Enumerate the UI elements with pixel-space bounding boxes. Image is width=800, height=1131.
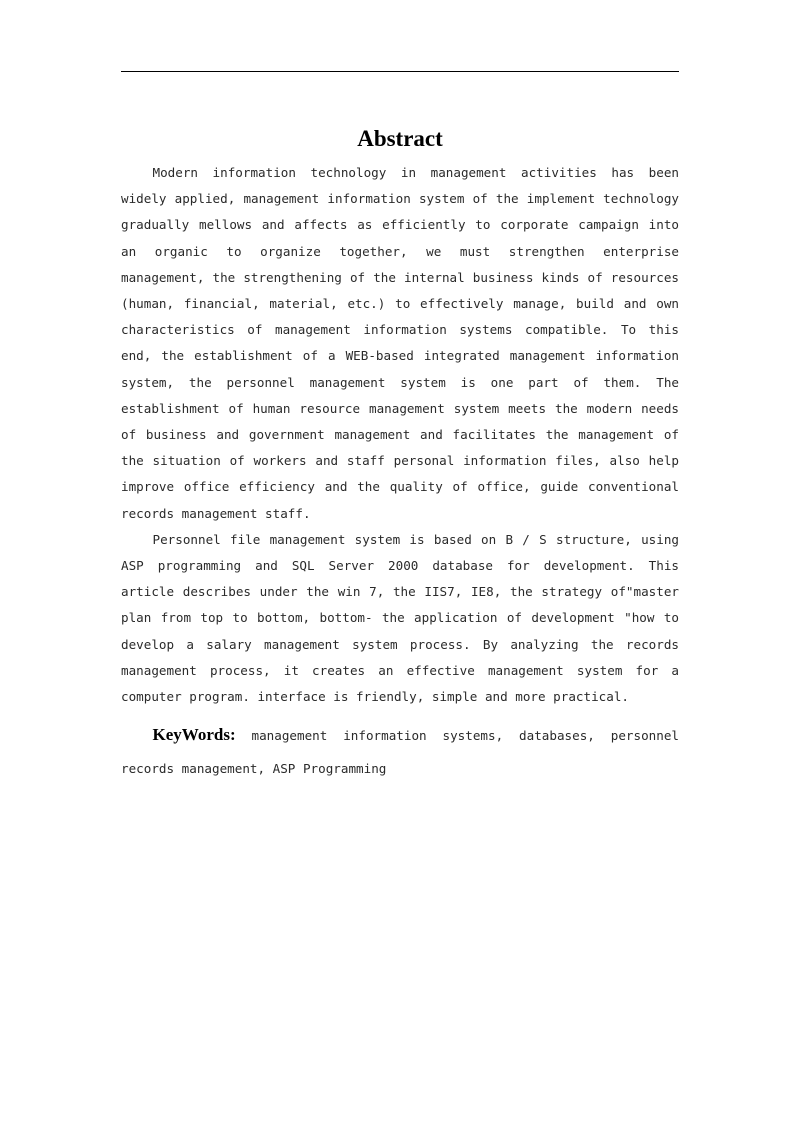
keywords-text: management information systems, databases, personnel records management, ASP Programming <box>121 728 679 777</box>
header-rule <box>121 71 679 72</box>
abstract-paragraph-1: Modern information technology in management activities has been widely applied, management information system of the implement technology gradually mellows and affects as efficiently to corporate campaign into an organic to organize together, we must strengthen enterprise management, the strengthening of the internal business kinds of resources (human, financial, material, etc.) to effectively manage, build and own characteristics of management information systems compatible. To this end, the establishment of a WEB-based integrated management information system, the personnel management system is one part of them. The establishment of human resource management system meets the modern needs of business and government management and facilitates the management of the situation of workers and staff personal information files, also help improve office efficiency and the quality of office, guide conventional records management staff. <box>121 165 679 521</box>
keywords-label: KeyWords: <box>152 725 236 745</box>
abstract-body <box>121 160 679 785</box>
abstract-paragraph-2: Personnel file management system is based on B / S structure, using ASP programming and SQL Server 2000 database for development. This article describes under the win 7, the IIS7, IE8, the strategy of"master plan from top to bottom, bottom- the application of development "how to develop a salary management system process. By analyzing the records management process, it creates an effective management system for a computer program. interface is friendly, simple and more practical. <box>121 531 679 705</box>
abstract-title: Abstract <box>357 126 443 151</box>
keywords-line <box>121 718 679 785</box>
